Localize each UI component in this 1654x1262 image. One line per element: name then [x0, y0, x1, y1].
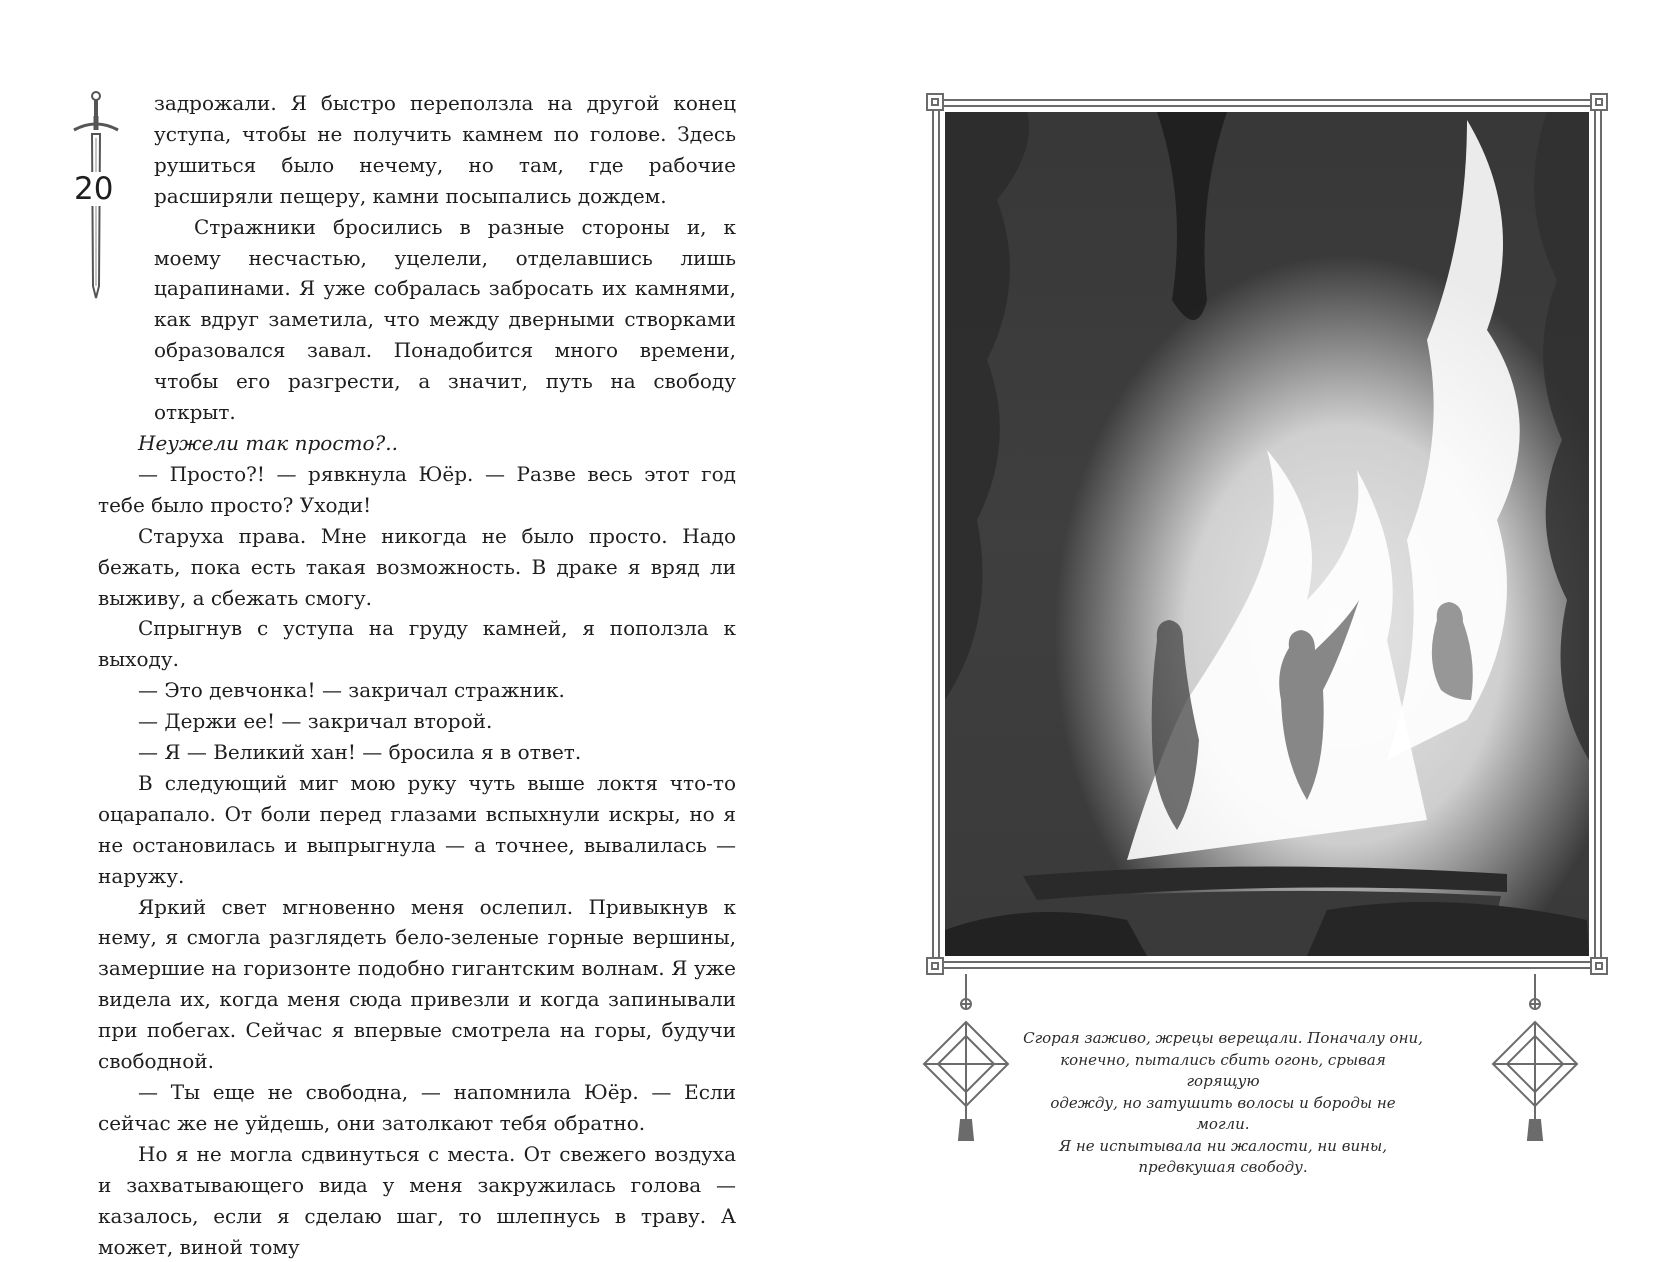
hanging-ornament-icon	[1493, 974, 1577, 1140]
caption-line: Сгорая заживо, жрецы верещали. Поначалу они,	[1023, 1029, 1423, 1047]
paragraph: — Это девчонка! — закричал стражник.	[138, 678, 565, 703]
paragraph: Неужели так просто?..	[138, 430, 398, 455]
paragraph: Спрыгнув с уступа на груду камней, я поползла к выходу.	[98, 616, 736, 672]
fire-ritual-illustration	[945, 112, 1589, 956]
paragraph: Яркий свет мгновенно меня ослепил. Привыкнув к нему, я смогла разглядеть бело-зеленые горные вершины, замершие на горизонте подобно гигантским волнам. Я уже видела их, когда меня сюда привезли и когда запинывали при побегах. Сейчас я впервые смотрела на горы, будучи свободной.	[98, 894, 736, 1074]
paragraph: — Ты еще не свободна, — напомнила Юёр. — Если сейчас же не уйдешь, они затолкают тебя обратно.	[98, 1080, 736, 1135]
page-number: 20	[74, 171, 114, 207]
body-text	[98, 88, 736, 1262]
paragraph: Но я не могла сдвинуться с места. От свежего воздуха и захватывающего вида у меня закружилась голова — казалось, если я сделаю шаг, то шлепнусь в траву. А может, виной тому	[98, 1141, 736, 1259]
paragraph: В следующий миг мою руку чуть выше локтя что-то оцарапало. От боли перед глазами вспыхнули искры, но я не остановилась и выпрыгнула — а точнее, вывалилась — наружу.	[98, 770, 736, 888]
paragraph: — Я — Великий хан! — бросила я в ответ.	[138, 740, 582, 765]
right-page	[827, 0, 1654, 1241]
caption-line: Я не испытывала ни жалости, ни вины,	[1059, 1136, 1387, 1155]
paragraph: задрожали. Я быстро переползла на другой конец уступа, чтобы не получить камнем по голове. Здесь рушиться было нечему, но там, где рабочие расширяли пещеру, камни посыпались дождем.	[154, 91, 736, 208]
caption-line: одежду, но затушить волосы и бороды не могли.	[1050, 1093, 1396, 1133]
paragraph: Старуха права. Мне никогда не было просто. Надо бежать, пока есть такая возможность. В драке я вряд ли выживу, а сбежать смогу.	[98, 523, 736, 610]
paragraph: Стражники бросились в разные стороны и, к моему несчастью, уцелели, отделавшись лишь царапинами. Я уже собралась забросать их камнями, как вдруг заметила, что между дверными створками образовался завал. Понадобится много времени, чтобы его разгрести, а значит, путь на свободу открыт.	[154, 214, 736, 425]
paragraph: — Просто?! — рявкнула Юёр. — Разве весь этот год тебе было просто? Уходи!	[98, 461, 736, 517]
caption-line: конечно, пытались сбить огонь, срывая горящую	[1060, 1050, 1386, 1090]
left-page	[0, 0, 827, 1259]
hanging-ornament-icon	[924, 974, 1008, 1140]
paragraph: — Держи ее! — закричал второй.	[138, 709, 493, 734]
illustration-caption	[1023, 1028, 1423, 1179]
caption-line: предвкушая свободу.	[1138, 1158, 1308, 1176]
